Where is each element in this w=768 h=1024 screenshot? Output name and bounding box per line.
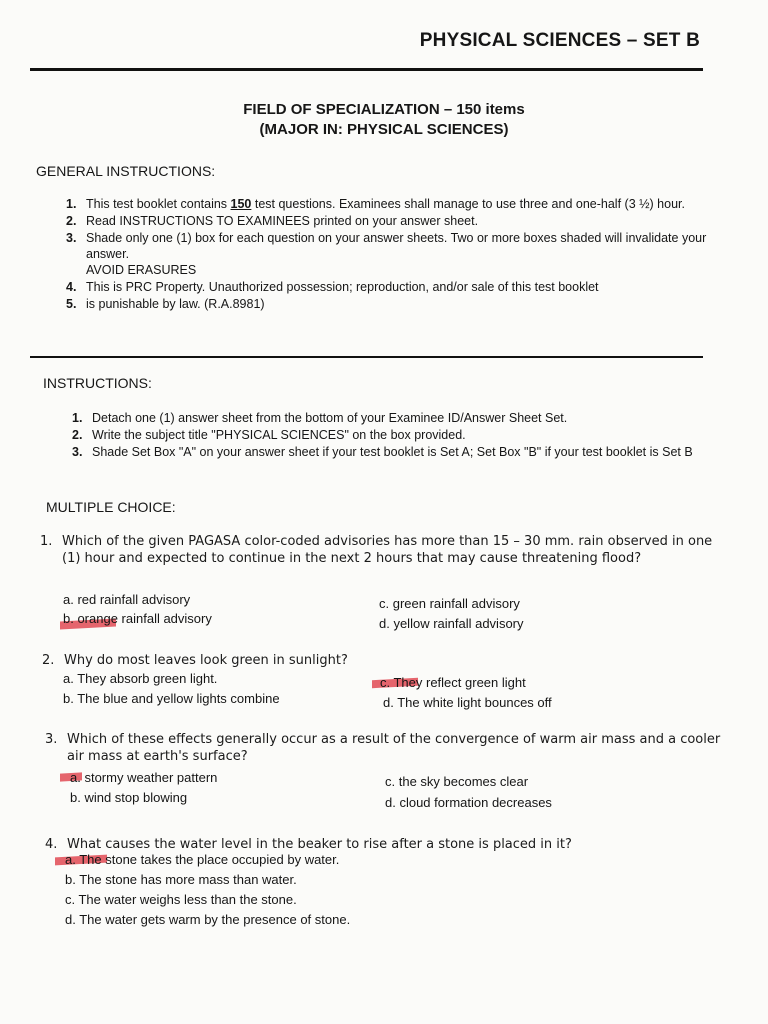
general-instructions-heading: GENERAL INSTRUCTIONS: xyxy=(36,163,216,179)
q2-option-a: a. They absorb green light. xyxy=(63,671,218,686)
question-1 xyxy=(40,533,720,567)
item-text: Shade only one (1) box for each question on your answer sheets. Two or more boxes shaded will invalidate your answer. xyxy=(86,231,707,261)
item-text: Read INSTRUCTIONS TO EXAMINEES printed on your answer sheet. xyxy=(86,214,479,228)
general-item-5 xyxy=(66,296,716,312)
question-stem: Which of these effects generally occur as a result of the convergence of warm air mass and a cooler air mass at earth's surface? xyxy=(67,732,721,764)
question-number: 3. xyxy=(45,732,58,747)
instruction-item-3 xyxy=(72,444,732,460)
field-line-1: FIELD OF SPECIALIZATION – 150 items xyxy=(243,101,525,118)
section-divider xyxy=(30,356,703,358)
set-title: PHYSICAL SCIENCES – SET B xyxy=(419,30,700,51)
item-number: 2. xyxy=(72,428,83,442)
general-item-1 xyxy=(66,196,716,212)
header-divider xyxy=(30,68,703,71)
q2-option-b: b. The blue and yellow lights combine xyxy=(63,691,280,706)
item-text: Write the subject title "PHYSICAL SCIENCES" on the box provided. xyxy=(92,428,466,442)
question-number: 1. xyxy=(40,534,53,549)
general-item-2 xyxy=(66,213,716,229)
item-count: 150 xyxy=(230,197,252,211)
q4-option-d: d. The water gets warm by the presence of stone. xyxy=(65,912,351,927)
item-text: This is PRC Property. Unauthorized possession; reproduction, and/or sale of this test booklet xyxy=(86,280,599,294)
item-number: 2. xyxy=(66,214,77,228)
q1-option-d: d. yellow rainfall advisory xyxy=(379,616,524,631)
item-number: 1. xyxy=(72,411,83,425)
item-number: 4. xyxy=(66,280,77,294)
question-3 xyxy=(45,731,725,765)
item-number: 3. xyxy=(72,445,83,459)
item-number: 5. xyxy=(66,297,77,311)
q3-option-d: d. cloud formation decreases xyxy=(385,795,552,810)
item-number: 1. xyxy=(66,197,77,211)
q2-option-d: d. The white light bounces off xyxy=(383,695,552,710)
question-stem: Which of the given PAGASA color-coded advisories has more than 15 – 30 mm. rain observed in one (1) hour and expected to continue in the next 2 hours that may cause threatening flood? xyxy=(62,534,713,566)
item-text-pre: This test booklet contains xyxy=(86,197,231,211)
item-text: is punishable by law. (R.A.8981) xyxy=(86,297,265,311)
item-text: Shade Set Box "A" on your answer sheet if your test booklet is Set A; Set Box "B" if your test booklet is Set B xyxy=(92,445,693,459)
question-text xyxy=(45,731,725,765)
question-text xyxy=(45,836,725,853)
q1-option-b: b. orange rainfall advisory xyxy=(63,611,212,626)
q3-option-c: c. the sky becomes clear xyxy=(385,774,529,789)
q1-option-a: a. red rainfall advisory xyxy=(63,592,191,607)
general-instructions-list xyxy=(66,196,716,312)
instruction-item-1 xyxy=(72,410,732,426)
question-text xyxy=(42,652,722,669)
q1-option-c: c. green rainfall advisory xyxy=(379,596,520,611)
q4-option-a: a. The stone takes the place occupied by water. xyxy=(65,852,340,867)
q3-option-a: a. stormy weather pattern xyxy=(70,770,218,785)
q4-option-b: b. The stone has more mass than water. xyxy=(65,872,297,887)
instructions-heading: INSTRUCTIONS: xyxy=(43,375,152,391)
question-stem: Why do most leaves look green in sunlight? xyxy=(64,653,348,668)
question-2 xyxy=(42,652,722,669)
question-number: 2. xyxy=(42,653,55,668)
instruction-item-2 xyxy=(72,427,732,443)
field-heading xyxy=(0,100,768,140)
field-line-2: (MAJOR IN: PHYSICAL SCIENCES) xyxy=(259,121,509,138)
question-stem: What causes the water level in the beaker to rise after a stone is placed in it? xyxy=(67,837,572,852)
question-number: 4. xyxy=(45,837,58,852)
q3-option-b: b. wind stop blowing xyxy=(70,790,188,805)
item-number: 3. xyxy=(66,231,77,245)
multiple-choice-heading: MULTIPLE CHOICE: xyxy=(46,499,176,515)
item-text-post: test questions. Examinees shall manage to use three and one-half (3 ½) hour. xyxy=(251,197,685,211)
avoid-erasures: AVOID ERASURES xyxy=(86,263,197,277)
q4-option-c: c. The water weighs less than the stone. xyxy=(65,892,297,907)
question-4 xyxy=(45,836,725,853)
q2-option-c: c. They reflect green light xyxy=(380,675,526,690)
instructions-list xyxy=(72,410,732,460)
general-item-3 xyxy=(66,230,716,278)
item-text: Detach one (1) answer sheet from the bottom of your Examinee ID/Answer Sheet Set. xyxy=(92,411,568,425)
general-item-4 xyxy=(66,279,716,295)
question-text xyxy=(40,533,720,567)
